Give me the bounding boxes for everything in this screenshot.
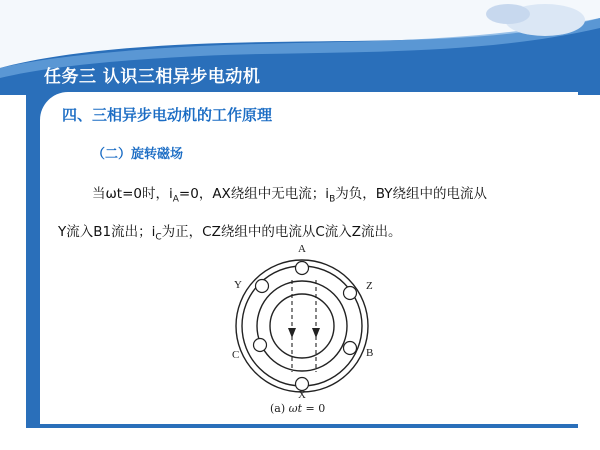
- slot-b: [344, 342, 357, 355]
- label-a: A: [298, 243, 306, 255]
- label-y: Y: [234, 279, 242, 291]
- stator-outer-ring: [236, 260, 368, 392]
- label-c: C: [232, 349, 240, 361]
- rotating-field-diagram: [228, 240, 378, 398]
- section-heading: 四、三相异步电动机的工作原理: [62, 106, 273, 124]
- slot-a: [296, 262, 309, 275]
- paragraph-line-2: Y流入B1流出；$i_C$为正，CZ绕组中的电流从C流入Z流出。: [58, 224, 402, 243]
- label-b: B: [366, 347, 374, 359]
- figure-caption: (a) ωt = 0: [270, 402, 326, 415]
- page-title: 任务三 认识三相异步电动机: [44, 67, 261, 87]
- bottom-strip: [0, 428, 600, 450]
- flux-arrow-right: [312, 328, 320, 338]
- label-z: Z: [366, 280, 373, 292]
- slot-z: [344, 287, 357, 300]
- label-x: X: [298, 389, 306, 398]
- paragraph-line-1: 当ωt=0时，$i_A=0$，AX绕组中无电流；$i_B$为负，BY绕组中的电流从: [92, 186, 488, 205]
- slot-c: [254, 339, 267, 352]
- slot-y: [256, 280, 269, 293]
- rotor-circle: [270, 294, 334, 358]
- flux-arrow-left: [288, 328, 296, 338]
- sub-heading: （二）旋转磁场: [92, 147, 184, 162]
